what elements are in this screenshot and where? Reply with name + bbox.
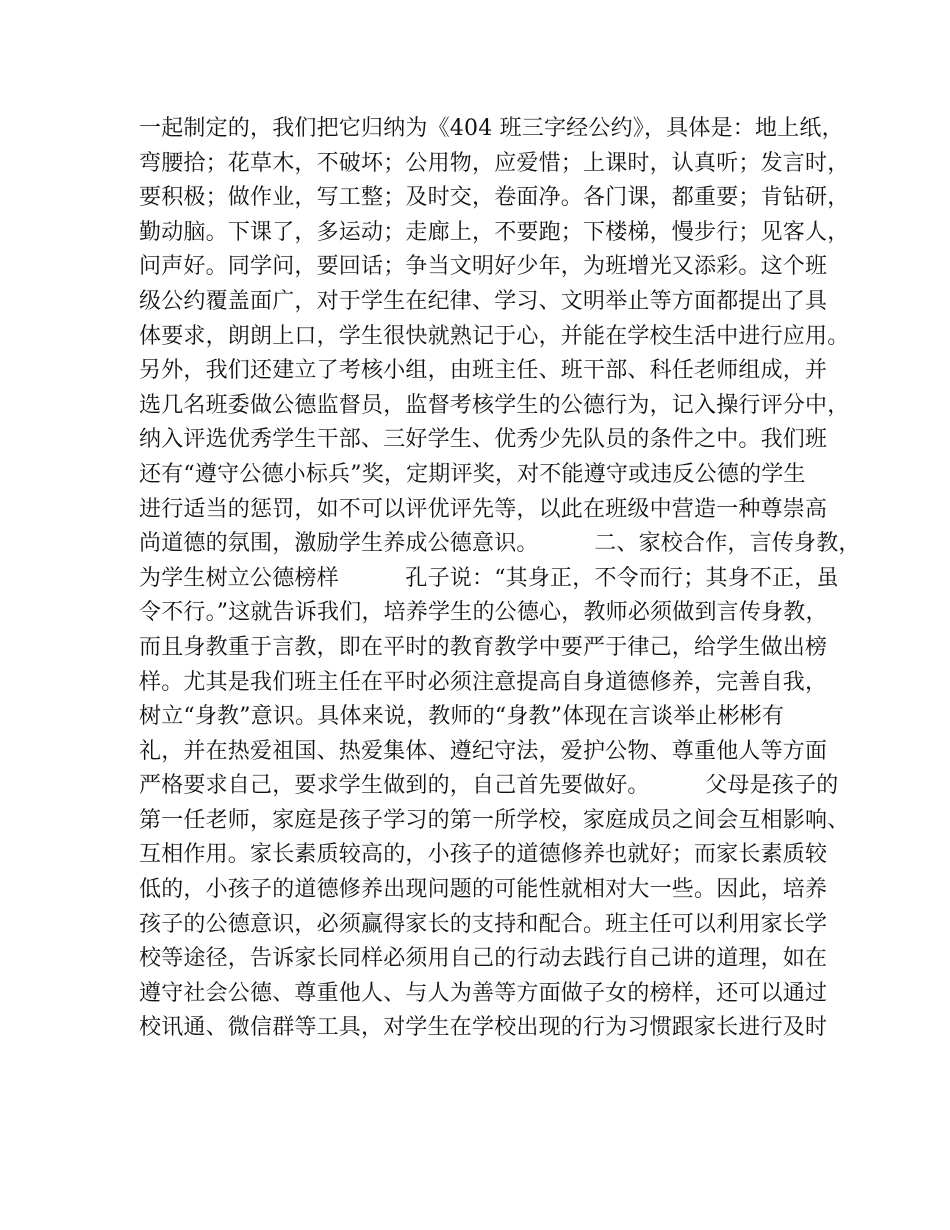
text-line: 选几名班委做公德监督员，监督考核学生的公德行为，记入操行评分中， bbox=[139, 392, 850, 418]
text-line: 样。尤其是我们班主任在平时必须注意提高自身道德修养，完善自我， bbox=[139, 669, 828, 695]
text-line: 低的，小孩子的道德修养出现问题的可能性就相对大一些。因此，培养 bbox=[139, 877, 828, 903]
text-line: 要积极；做作业，写工整；及时交，卷面净。各门课，都重要；肯钻研， bbox=[139, 185, 850, 211]
text-line: 校讯通、微信群等工具，对学生在学校出现的行为习惯跟家长进行及时 bbox=[139, 1015, 828, 1041]
body-text bbox=[139, 112, 861, 1046]
text-line: 令不行。”这就告诉我们，培养学生的公德心，教师必须做到言传身教， bbox=[139, 600, 828, 626]
text-line: 礼，并在热爱祖国、热爱集体、遵纪守法，爱护公物、尊重他人等方面 bbox=[139, 738, 828, 764]
text-line: 体要求，朗朗上口，学生很快就熟记于心，并能在学校生活中进行应用。 bbox=[139, 323, 850, 349]
text-line: 为学生树立公德榜样 孔子说：“其身正，不令而行；其身不正，虽 bbox=[139, 565, 839, 591]
text-line: 严格要求自己，要求学生做到的，自己首先要做好。 父母是孩子的 bbox=[139, 773, 839, 799]
text-line: 孩子的公德意识，必须赢得家长的支持和配合。班主任可以利用家长学 bbox=[139, 911, 828, 937]
text-line: 第一任老师，家庭是孩子学习的第一所学校，家庭成员之间会互相影响、 bbox=[139, 807, 850, 833]
text-line: 勤动脑。下课了，多运动；走廊上，不要跑；下楼梯，慢步行；见客人， bbox=[139, 219, 850, 245]
text-line: 另外，我们还建立了考核小组，由班主任、班干部、科任老师组成，并 bbox=[139, 358, 828, 384]
text-line: 纳入评选优秀学生干部、三好学生、优秀少先队员的条件之中。我们班 bbox=[139, 427, 828, 453]
text-line: 遵守社会公德、尊重他人、与人为善等方面做子女的榜样，还可以通过 bbox=[139, 980, 828, 1006]
text-line: 互相作用。家长素质较高的，小孩子的道德修养也就好；而家长素质较 bbox=[139, 842, 828, 868]
text-line: 校等途径，告诉家长同样必须用自己的行动去践行自己讲的道理，如在 bbox=[139, 946, 828, 972]
text-line: 进行适当的惩罚，如不可以评优评先等，以此在班级中营造一种尊崇高 bbox=[139, 496, 828, 522]
text-line: 尚道德的氛围，激励学生养成公德意识。 二、家校合作，言传身教， bbox=[139, 531, 861, 557]
text-line: 还有“遵守公德小标兵”奖，定期评奖，对不能遵守或违反公德的学生 bbox=[139, 461, 806, 487]
text-line: 问声好。同学问，要回话；争当文明好少年，为班增光又添彩。这个班 bbox=[139, 254, 828, 280]
text-line: 弯腰拾；花草木，不破坏；公用物，应爱惜；上课时，认真听；发言时， bbox=[139, 150, 850, 176]
text-line: 一起制定的，我们把它归纳为《404 班三字经公约》，具体是：地上纸， bbox=[139, 116, 844, 141]
text-line: 而且身教重于言教，即在平时的教育教学中要严于律己，给学生做出榜 bbox=[139, 634, 828, 660]
text-line: 树立“身教”意识。具体来说，教师的“身教”体现在言谈举止彬彬有 bbox=[139, 704, 785, 730]
text-line: 级公约覆盖面广，对于学生在纪律、学习、文明举止等方面都提出了具 bbox=[139, 288, 828, 314]
